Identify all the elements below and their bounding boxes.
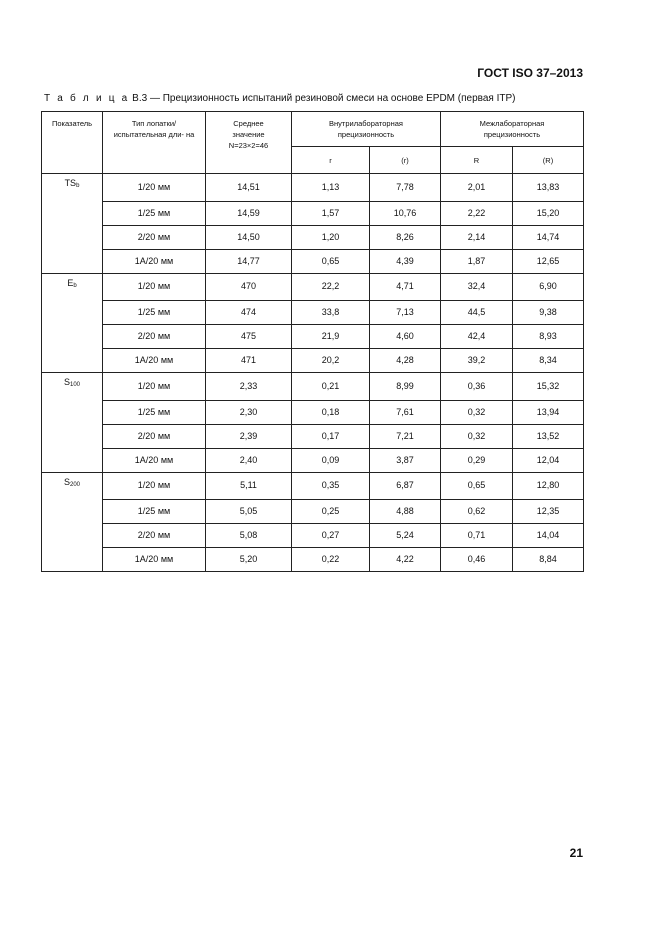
- table-row: [42, 424, 584, 448]
- r-relative-cell: 7,61: [370, 400, 441, 424]
- R-relative-cell: 8,34: [513, 349, 584, 373]
- r-relative-cell: 8,26: [370, 225, 441, 249]
- table-row: [42, 524, 584, 548]
- r-relative-cell: 4,88: [370, 500, 441, 524]
- r-cell: 0,17: [292, 424, 370, 448]
- R-cell: 44,5: [441, 301, 513, 325]
- type-cell: 2/20 мм: [103, 524, 206, 548]
- indicator-subscript: b: [76, 183, 80, 189]
- indicator-subscript: 100: [70, 382, 81, 388]
- mean-cell: 474: [206, 301, 292, 325]
- mean-cell: 2,30: [206, 400, 292, 424]
- table-row: [42, 249, 584, 273]
- indicator-cell-empty: [42, 225, 103, 249]
- R-cell: 2,22: [441, 201, 513, 225]
- type-cell: 1/20 мм: [103, 373, 206, 401]
- mean-cell: 5,11: [206, 472, 292, 500]
- r-relative-cell: 4,22: [370, 548, 441, 572]
- type-cell: 1/20 мм: [103, 472, 206, 500]
- r-cell: 0,18: [292, 400, 370, 424]
- standard-designation: ГОСТ ISO 37–2013: [477, 66, 583, 80]
- header-indicator: Показатель: [42, 112, 103, 174]
- indicator-cell-empty: [42, 400, 103, 424]
- indicator-cell-empty: [42, 325, 103, 349]
- mean-cell: 470: [206, 273, 292, 301]
- R-cell: 0,32: [441, 424, 513, 448]
- R-cell: 2,01: [441, 174, 513, 202]
- R-relative-cell: 12,35: [513, 500, 584, 524]
- header-r-relative: (r): [370, 147, 441, 174]
- header-inter-lab: Межлабораторная прецизионность: [441, 112, 584, 147]
- indicator-cell-empty: [42, 524, 103, 548]
- r-cell: 20,2: [292, 349, 370, 373]
- R-relative-cell: 12,04: [513, 448, 584, 472]
- R-relative-cell: 14,74: [513, 225, 584, 249]
- indicator-cell-empty: [42, 424, 103, 448]
- R-relative-cell: 6,90: [513, 273, 584, 301]
- type-cell: 1А/20 мм: [103, 249, 206, 273]
- table-row: [42, 548, 584, 572]
- R-cell: 32,4: [441, 273, 513, 301]
- table-row: [42, 325, 584, 349]
- r-relative-cell: 4,60: [370, 325, 441, 349]
- type-cell: 2/20 мм: [103, 325, 206, 349]
- r-relative-cell: 6,87: [370, 472, 441, 500]
- r-cell: 0,21: [292, 373, 370, 401]
- table-row: [42, 349, 584, 373]
- r-cell: 0,25: [292, 500, 370, 524]
- mean-cell: 5,20: [206, 548, 292, 572]
- indicator-subscript: b: [73, 282, 77, 289]
- table-row: [42, 500, 584, 524]
- indicator-cell-empty: [42, 249, 103, 273]
- mean-cell: 5,05: [206, 500, 292, 524]
- R-relative-cell: 8,84: [513, 548, 584, 572]
- r-relative-cell: 7,78: [370, 174, 441, 202]
- r-relative-cell: 4,39: [370, 249, 441, 273]
- type-cell: 1А/20 мм: [103, 548, 206, 572]
- R-relative-cell: 8,93: [513, 325, 584, 349]
- indicator-cell: [42, 472, 103, 500]
- indicator-cell-empty: [42, 500, 103, 524]
- header-R-relative: (R): [513, 147, 584, 174]
- r-relative-cell: 7,21: [370, 424, 441, 448]
- R-relative-cell: 9,38: [513, 301, 584, 325]
- mean-cell: 5,08: [206, 524, 292, 548]
- r-cell: 1,13: [292, 174, 370, 202]
- indicator-name: TS: [64, 178, 77, 188]
- type-cell: 2/20 мм: [103, 424, 206, 448]
- r-relative-cell: 10,76: [370, 201, 441, 225]
- R-relative-cell: 14,04: [513, 524, 584, 548]
- r-cell: 0,22: [292, 548, 370, 572]
- type-cell: 1А/20 мм: [103, 349, 206, 373]
- indicator-cell-empty: [42, 301, 103, 325]
- type-cell: 2/20 мм: [103, 225, 206, 249]
- indicator-cell-empty: [42, 548, 103, 572]
- R-cell: 0,62: [441, 500, 513, 524]
- R-relative-cell: 12,80: [513, 472, 584, 500]
- R-cell: 39,2: [441, 349, 513, 373]
- R-cell: 42,4: [441, 325, 513, 349]
- type-cell: 1/20 мм: [103, 273, 206, 301]
- R-cell: 0,32: [441, 400, 513, 424]
- R-relative-cell: 12,65: [513, 249, 584, 273]
- type-cell: 1/20 мм: [103, 174, 206, 202]
- r-cell: 0,65: [292, 249, 370, 273]
- table-row: [42, 201, 584, 225]
- indicator-name: E: [67, 277, 74, 288]
- r-cell: 33,8: [292, 301, 370, 325]
- indicator-subscript: 200: [70, 481, 81, 488]
- r-cell: 1,57: [292, 201, 370, 225]
- R-cell: 0,36: [441, 373, 513, 401]
- caption-label: Т а б л и ц а: [44, 93, 130, 104]
- indicator-cell: [42, 273, 103, 301]
- r-relative-cell: 8,99: [370, 373, 441, 401]
- r-relative-cell: 7,13: [370, 301, 441, 325]
- R-cell: 0,46: [441, 548, 513, 572]
- R-cell: 1,87: [441, 249, 513, 273]
- type-cell: 1/25 мм: [103, 301, 206, 325]
- indicator-cell: [42, 174, 103, 202]
- table-row: [42, 273, 584, 301]
- table-body: [42, 174, 584, 572]
- r-cell: 0,27: [292, 524, 370, 548]
- r-cell: 1,20: [292, 225, 370, 249]
- table-row: [42, 400, 584, 424]
- R-relative-cell: 13,94: [513, 400, 584, 424]
- precision-table: [41, 111, 584, 572]
- caption-number: В.3: [132, 93, 148, 104]
- r-cell: 22,2: [292, 273, 370, 301]
- r-relative-cell: 4,71: [370, 273, 441, 301]
- indicator-name: S: [63, 476, 70, 487]
- header-r: r: [292, 147, 370, 174]
- type-cell: 1/25 мм: [103, 400, 206, 424]
- indicator-cell-empty: [42, 201, 103, 225]
- R-relative-cell: 15,32: [513, 373, 584, 401]
- r-cell: 0,35: [292, 472, 370, 500]
- page-number: 21: [569, 846, 583, 860]
- mean-cell: 14,51: [206, 174, 292, 202]
- R-relative-cell: 13,83: [513, 174, 584, 202]
- table-row: [42, 174, 584, 202]
- indicator-name: S: [63, 377, 70, 387]
- table-row: [42, 225, 584, 249]
- mean-cell: 475: [206, 325, 292, 349]
- R-relative-cell: 13,52: [513, 424, 584, 448]
- r-cell: 0,09: [292, 448, 370, 472]
- caption-text: — Прецизионность испытаний резиновой смеси на основе EPDM (первая ITP): [149, 93, 516, 104]
- mean-cell: 2,40: [206, 448, 292, 472]
- mean-cell: 14,77: [206, 249, 292, 273]
- R-cell: 0,71: [441, 524, 513, 548]
- mean-cell: 2,39: [206, 424, 292, 448]
- R-relative-cell: 15,20: [513, 201, 584, 225]
- table-row: [42, 373, 584, 401]
- indicator-cell-empty: [42, 448, 103, 472]
- mean-cell: 14,50: [206, 225, 292, 249]
- type-cell: 1/25 мм: [103, 500, 206, 524]
- r-relative-cell: 5,24: [370, 524, 441, 548]
- table-row: [42, 448, 584, 472]
- table-row: [42, 301, 584, 325]
- r-cell: 21,9: [292, 325, 370, 349]
- type-cell: 1А/20 мм: [103, 448, 206, 472]
- R-cell: 0,65: [441, 472, 513, 500]
- table-row: [42, 472, 584, 500]
- mean-cell: 14,59: [206, 201, 292, 225]
- table-caption: [44, 93, 604, 104]
- r-relative-cell: 4,28: [370, 349, 441, 373]
- header-mean: Среднее значение N=23×2=46: [206, 112, 292, 174]
- header-type: Тип лопатки/ испытательная дли- на: [103, 112, 206, 174]
- mean-cell: 2,33: [206, 373, 292, 401]
- header-intra-lab: Внутрилабораторная прецизионность: [292, 112, 441, 147]
- R-cell: 2,14: [441, 225, 513, 249]
- type-cell: 1/25 мм: [103, 201, 206, 225]
- R-cell: 0,29: [441, 448, 513, 472]
- r-relative-cell: 3,87: [370, 448, 441, 472]
- mean-cell: 471: [206, 349, 292, 373]
- indicator-cell: [42, 373, 103, 401]
- indicator-cell-empty: [42, 349, 103, 373]
- header-R: R: [441, 147, 513, 174]
